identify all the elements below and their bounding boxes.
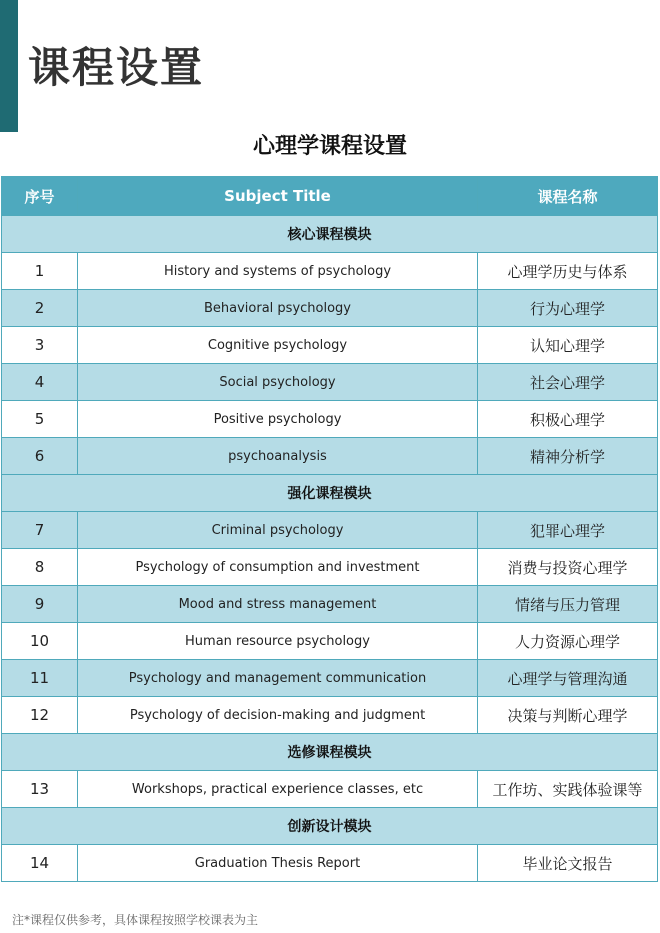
course-number: 1 (2, 253, 78, 290)
course-number: 14 (2, 845, 78, 882)
table-row (2, 290, 658, 327)
course-number: 8 (2, 549, 78, 586)
course-number: 5 (2, 401, 78, 438)
course-number: 7 (2, 512, 78, 549)
table-row (2, 697, 658, 734)
table-row (2, 401, 658, 438)
module-row (2, 216, 658, 253)
course-subject-title: Mood and stress management (78, 586, 478, 623)
course-subject-title: Graduation Thesis Report (78, 845, 478, 882)
course-number: 3 (2, 327, 78, 364)
course-name: 消费与投资心理学 (478, 549, 658, 586)
accent-bar (0, 0, 18, 132)
course-subject-title: Criminal psychology (78, 512, 478, 549)
page-title: 课程设置 (28, 43, 205, 92)
course-number: 9 (2, 586, 78, 623)
course-name: 犯罪心理学 (478, 512, 658, 549)
footnote: 注*课程仅供参考，具体课程按照学校课表为主 (12, 913, 259, 927)
table-title: 心理学课程设置 (252, 134, 407, 159)
course-name: 积极心理学 (478, 401, 658, 438)
course-subject-title: Human resource psychology (78, 623, 478, 660)
course-name: 人力资源心理学 (478, 623, 658, 660)
course-subject-title: Positive psychology (78, 401, 478, 438)
course-name: 精神分析学 (478, 438, 658, 475)
module-row (2, 475, 658, 512)
course-subject-title: psychoanalysis (78, 438, 478, 475)
table-header-row (2, 177, 658, 216)
header-number: 序号 (2, 177, 78, 216)
course-subject-title: History and systems of psychology (78, 253, 478, 290)
course-name: 工作坊、实践体验课等 (478, 771, 658, 808)
module-name: 核心课程模块 (2, 216, 658, 253)
course-number: 2 (2, 290, 78, 327)
table-row (2, 364, 658, 401)
table-row (2, 253, 658, 290)
table-row (2, 327, 658, 364)
table-row (2, 771, 658, 808)
course-name: 决策与判断心理学 (478, 697, 658, 734)
course-number: 6 (2, 438, 78, 475)
header-subject-title: Subject Title (78, 177, 478, 216)
course-name: 认知心理学 (478, 327, 658, 364)
course-subject-title: Psychology and management communication (78, 660, 478, 697)
module-name: 选修课程模块 (2, 734, 658, 771)
table-row (2, 586, 658, 623)
module-name: 强化课程模块 (2, 475, 658, 512)
course-name: 心理学与管理沟通 (478, 660, 658, 697)
course-subject-title: Psychology of consumption and investment (78, 549, 478, 586)
module-row (2, 734, 658, 771)
table-row (2, 623, 658, 660)
table-row (2, 512, 658, 549)
course-table (1, 176, 658, 882)
course-subject-title: Psychology of decision-making and judgment (78, 697, 478, 734)
module-row (2, 808, 658, 845)
header-course-name: 课程名称 (478, 177, 658, 216)
course-number: 10 (2, 623, 78, 660)
module-name: 创新设计模块 (2, 808, 658, 845)
course-name: 情绪与压力管理 (478, 586, 658, 623)
table-row (2, 549, 658, 586)
table-row (2, 845, 658, 882)
course-subject-title: Workshops, practical experience classes, etc (78, 771, 478, 808)
course-name: 毕业论文报告 (478, 845, 658, 882)
course-number: 4 (2, 364, 78, 401)
course-number: 13 (2, 771, 78, 808)
course-name: 社会心理学 (478, 364, 658, 401)
course-subject-title: Cognitive psychology (78, 327, 478, 364)
course-subject-title: Social psychology (78, 364, 478, 401)
course-name: 心理学历史与体系 (478, 253, 658, 290)
table-row (2, 438, 658, 475)
course-number: 12 (2, 697, 78, 734)
course-subject-title: Behavioral psychology (78, 290, 478, 327)
course-number: 11 (2, 660, 78, 697)
table-row (2, 660, 658, 697)
course-name: 行为心理学 (478, 290, 658, 327)
